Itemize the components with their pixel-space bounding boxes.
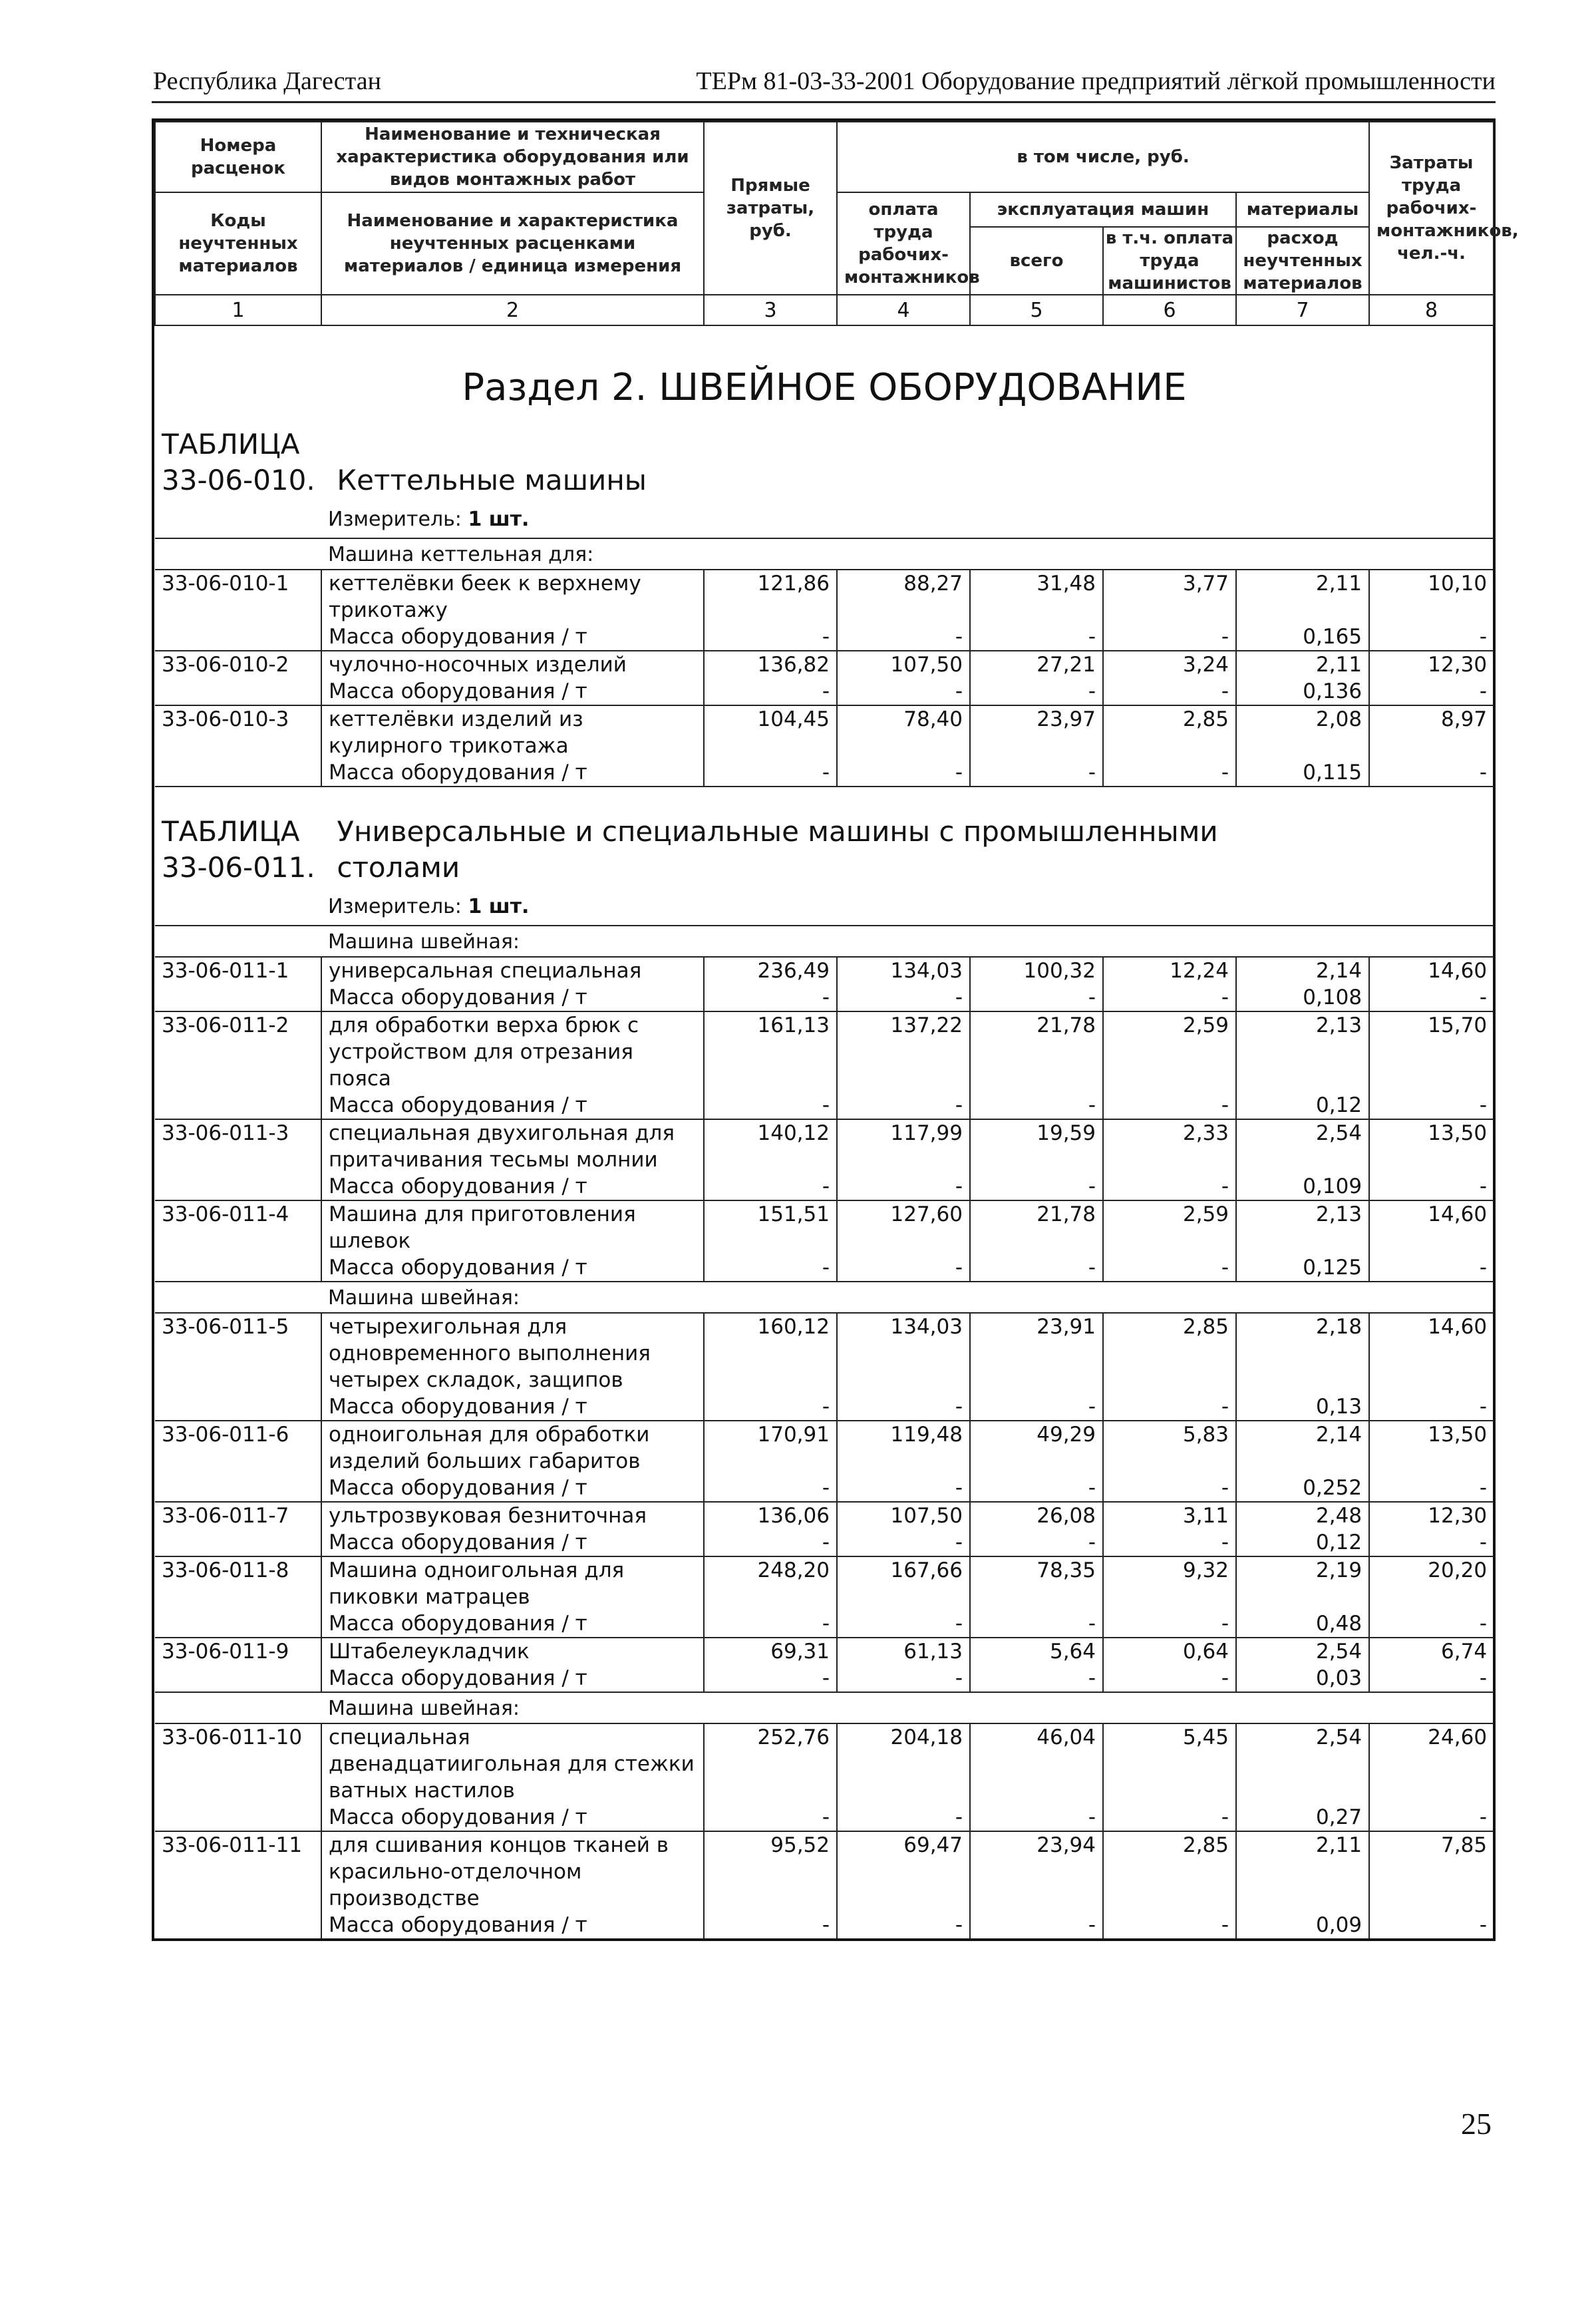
rate-code: 33-06-011-10: [155, 1723, 321, 1804]
rate-code: 33-06-011-5: [155, 1313, 321, 1393]
mass-value: -: [970, 1092, 1103, 1119]
rate-value: 248,20: [704, 1556, 837, 1610]
table-row: [155, 957, 1494, 984]
mass-row: [155, 1804, 1494, 1831]
rate-name: одноигольная для обработки изделий больших габаритов: [321, 1421, 704, 1475]
mass-value: -: [970, 1665, 1103, 1692]
rate-value: 170,91: [704, 1421, 837, 1475]
rate-name: для обработки верха брюк с устройством для отрезания пояса: [321, 1011, 704, 1092]
mass-value: 0,48: [1236, 1610, 1369, 1638]
mass-row: [155, 1665, 1494, 1692]
mass-value: -: [1103, 1475, 1236, 1502]
mass-value: -: [970, 1254, 1103, 1282]
rate-value: 14,60: [1369, 1313, 1494, 1393]
column-numbers-row: [155, 295, 1494, 325]
mass-value: 0,125: [1236, 1254, 1369, 1282]
mass-value: -: [837, 984, 970, 1011]
col-header-machines-label: эксплуатация машин: [971, 193, 1235, 228]
rate-value: 100,32: [970, 957, 1103, 984]
rate-value: 137,22: [837, 1011, 970, 1092]
rate-value: 121,86: [704, 570, 837, 624]
rate-value: 61,13: [837, 1638, 970, 1665]
mass-value: -: [704, 1475, 837, 1502]
mass-value: 0,252: [1236, 1475, 1369, 1502]
section-title: Раздел 2. ШВЕЙНОЕ ОБОРУДОВАНИЕ: [462, 366, 1187, 409]
col-header-machines-total: всего: [971, 228, 1104, 294]
rate-value: 12,30: [1369, 651, 1494, 678]
rate-value: 2,54: [1236, 1119, 1369, 1173]
table-title-prefix: ТАБЛИЦА 33-06-011.: [162, 815, 315, 884]
mass-value: -: [1369, 759, 1494, 787]
mass-value: -: [1369, 1475, 1494, 1502]
header-document-title: ТЕРм 81-03-33-2001 Оборудование предприятий лёгкой промышленности: [696, 67, 1496, 95]
rate-value: 160,12: [704, 1313, 837, 1393]
mass-value: -: [704, 759, 837, 787]
mass-value: -: [704, 1610, 837, 1638]
rate-name: чулочно-носочных изделий: [321, 651, 704, 678]
rate-value: 5,64: [970, 1638, 1103, 1665]
col-header-material-codes: Коды неучтенных материалов: [155, 192, 321, 295]
mass-value: -: [704, 1092, 837, 1119]
rate-value: 134,03: [837, 957, 970, 984]
mass-row: [155, 1173, 1494, 1200]
mass-value: 0,27: [1236, 1804, 1369, 1831]
mass-row: [155, 984, 1494, 1011]
mass-value: -: [704, 1665, 837, 1692]
col-header-including: в том числе, руб.: [837, 122, 1369, 192]
rate-value: 8,97: [1369, 705, 1494, 759]
rate-name: четырехигольная для одновременного выполнения четырех складок, защипов: [321, 1313, 704, 1393]
mass-value: -: [1369, 678, 1494, 705]
mass-value: 0,115: [1236, 759, 1369, 787]
mass-value: -: [837, 759, 970, 787]
page-header: [152, 61, 1496, 103]
mass-value: -: [1103, 1610, 1236, 1638]
rate-value: 2,11: [1236, 651, 1369, 678]
rate-value: 24,60: [1369, 1723, 1494, 1804]
mass-row: [155, 1912, 1494, 1938]
mass-value: -: [1369, 1610, 1494, 1638]
table-header: [155, 122, 1519, 325]
rate-value: 2,13: [1236, 1200, 1369, 1254]
rate-value: 236,49: [704, 957, 837, 984]
mass-value: -: [970, 1173, 1103, 1200]
rate-code: 33-06-010-3: [155, 705, 321, 759]
rate-value: 15,70: [1369, 1011, 1494, 1092]
measure-line: [321, 498, 1494, 538]
rate-name: Машина для приготовления шлевок: [321, 1200, 704, 1254]
rate-value: 2,19: [1236, 1556, 1369, 1610]
mass-value: -: [1103, 984, 1236, 1011]
rate-value: 2,85: [1103, 1831, 1236, 1912]
col-header-direct-costs: Прямые затраты, руб.: [704, 122, 837, 295]
mass-label: Масса оборудования / т: [321, 1610, 704, 1638]
mass-value: -: [837, 678, 970, 705]
mass-value: -: [837, 1254, 970, 1282]
column-number: 4: [837, 295, 970, 325]
mass-value: -: [837, 1665, 970, 1692]
rate-value: 107,50: [837, 651, 970, 678]
mass-value: -: [1369, 1254, 1494, 1282]
mass-label: Масса оборудования / т: [321, 759, 704, 787]
column-number: 8: [1369, 295, 1494, 325]
rate-value: 20,20: [1369, 1556, 1494, 1610]
mass-value: -: [1103, 624, 1236, 651]
table-033-06-011-title: [155, 787, 1494, 886]
rates-table: [154, 121, 1519, 1938]
group-label: Машина швейная:: [321, 926, 1494, 957]
table-title-text: Кеттельные машины: [337, 464, 647, 496]
rate-value: 2,13: [1236, 1011, 1369, 1092]
rate-value: 23,94: [970, 1831, 1103, 1912]
mass-value: -: [837, 1393, 970, 1421]
group-label: Машина кеттельная для:: [321, 538, 1494, 570]
rate-name: специальная двенадцатиигольная для стежки ватных настилов: [321, 1723, 704, 1804]
rate-value: 3,77: [1103, 570, 1236, 624]
rate-name: кеттелёвки изделий из кулирного трикотажа: [321, 705, 704, 759]
table-row: [155, 1119, 1494, 1173]
mass-row: [155, 759, 1494, 787]
mass-row: [155, 1393, 1494, 1421]
table-row: [155, 1313, 1494, 1393]
mass-value: -: [1369, 1912, 1494, 1938]
rate-name: ультрозвуковая безниточная: [321, 1502, 704, 1529]
mass-value: -: [970, 984, 1103, 1011]
mass-value: -: [704, 1912, 837, 1938]
mass-label: Масса оборудования / т: [321, 1665, 704, 1692]
rate-value: 31,48: [970, 570, 1103, 624]
mass-row: [155, 1610, 1494, 1638]
col-header-wages: оплата труда рабочих-монтажников: [837, 192, 970, 295]
table-row: [155, 1502, 1494, 1529]
mass-value: -: [1103, 1665, 1236, 1692]
measure-value: 1 шт.: [468, 895, 530, 918]
col-header-materials-usage: расход неучтенных материалов: [1243, 228, 1362, 293]
table-row: [155, 1556, 1494, 1610]
mass-label: Масса оборудования / т: [321, 1529, 704, 1556]
mass-value: -: [704, 984, 837, 1011]
mass-value: -: [970, 678, 1103, 705]
rate-value: 161,13: [704, 1011, 837, 1092]
mass-value: -: [704, 1254, 837, 1282]
mass-value: -: [704, 1529, 837, 1556]
column-number: 5: [970, 295, 1103, 325]
mass-value: -: [837, 1092, 970, 1119]
group-label: Машина швейная:: [321, 1282, 1494, 1313]
rate-value: 107,50: [837, 1502, 970, 1529]
table-body: [155, 325, 1494, 1938]
col-header-name: Наименование и техническая характеристика оборудования или видов монтажных работ: [321, 122, 704, 192]
column-number: 6: [1103, 295, 1236, 325]
column-number: 1: [155, 295, 321, 325]
rate-code: 33-06-011-8: [155, 1556, 321, 1610]
rate-value: 6,74: [1369, 1638, 1494, 1665]
mass-row: [155, 1529, 1494, 1556]
col-header-codes: Номера расценок: [155, 122, 321, 192]
rate-value: 2,14: [1236, 1421, 1369, 1475]
table-row: [155, 570, 1494, 624]
mass-label: Масса оборудования / т: [321, 1173, 704, 1200]
rate-value: 21,78: [970, 1011, 1103, 1092]
col-header-materials-label: материалы: [1237, 193, 1368, 228]
mass-label: Масса оборудования / т: [321, 1393, 704, 1421]
mass-value: -: [704, 678, 837, 705]
rate-value: 117,99: [837, 1119, 970, 1173]
rate-code: 33-06-011-11: [155, 1831, 321, 1912]
rate-value: 2,85: [1103, 1313, 1236, 1393]
column-number: 3: [704, 295, 837, 325]
mass-value: 0,108: [1236, 984, 1369, 1011]
rate-code: 33-06-011-6: [155, 1421, 321, 1475]
rate-name: универсальная специальная: [321, 957, 704, 984]
table-row: [155, 1638, 1494, 1665]
rate-value: 12,30: [1369, 1502, 1494, 1529]
mass-value: -: [970, 1475, 1103, 1502]
rate-name: специальная двухигольная для притачивания тесьмы молнии: [321, 1119, 704, 1173]
mass-value: -: [1103, 1173, 1236, 1200]
rate-value: 10,10: [1369, 570, 1494, 624]
rate-value: 136,06: [704, 1502, 837, 1529]
col-header-labor-hours: Затраты труда рабочих-монтажников, чел.-ч.: [1369, 122, 1494, 295]
rate-value: 2,59: [1103, 1200, 1236, 1254]
mass-value: -: [704, 1804, 837, 1831]
rate-value: 3,11: [1103, 1502, 1236, 1529]
mass-value: -: [1103, 1254, 1236, 1282]
rate-code: 33-06-011-1: [155, 957, 321, 984]
rate-code: 33-06-011-7: [155, 1502, 321, 1529]
table-row: [155, 1723, 1494, 1804]
rate-name: Штабелеукладчик: [321, 1638, 704, 1665]
mass-value: -: [1103, 1912, 1236, 1938]
mass-label: Масса оборудования / т: [321, 1475, 704, 1502]
mass-value: -: [837, 1804, 970, 1831]
rate-value: 7,85: [1369, 1831, 1494, 1912]
table-row: [155, 1011, 1494, 1092]
mass-value: 0,13: [1236, 1393, 1369, 1421]
table-row: [155, 1421, 1494, 1475]
rate-value: 2,48: [1236, 1502, 1369, 1529]
rate-code: 33-06-010-2: [155, 651, 321, 678]
col-header-machinist-wages: в т.ч. оплата труда машинистов: [1105, 228, 1234, 293]
rate-value: 119,48: [837, 1421, 970, 1475]
rate-value: 13,50: [1369, 1119, 1494, 1173]
rate-value: 2,85: [1103, 705, 1236, 759]
rate-value: 3,24: [1103, 651, 1236, 678]
mass-value: 0,09: [1236, 1912, 1369, 1938]
mass-value: -: [704, 1393, 837, 1421]
rate-value: 2,54: [1236, 1638, 1369, 1665]
mass-label: Масса оборудования / т: [321, 678, 704, 705]
rate-value: 104,45: [704, 705, 837, 759]
rate-value: 95,52: [704, 1831, 837, 1912]
mass-value: -: [970, 1804, 1103, 1831]
rate-code: 33-06-011-9: [155, 1638, 321, 1665]
mass-label: Масса оборудования / т: [321, 1804, 704, 1831]
mass-value: -: [1103, 1092, 1236, 1119]
rate-value: 23,97: [970, 705, 1103, 759]
mass-value: -: [837, 624, 970, 651]
measure-label: Измеритель:: [328, 508, 462, 531]
rate-value: 69,31: [704, 1638, 837, 1665]
mass-value: -: [704, 624, 837, 651]
rate-value: 2,54: [1236, 1723, 1369, 1804]
mass-value: 0,165: [1236, 624, 1369, 651]
rate-value: 2,11: [1236, 570, 1369, 624]
mass-value: 0,03: [1236, 1665, 1369, 1692]
rate-value: 204,18: [837, 1723, 970, 1804]
rate-value: 2,33: [1103, 1119, 1236, 1173]
mass-value: -: [1369, 1665, 1494, 1692]
table-033-06-010-title: [155, 419, 1494, 498]
rate-value: 2,14: [1236, 957, 1369, 984]
mass-row: [155, 1092, 1494, 1119]
header-region: Республика Дагестан: [153, 67, 381, 95]
measure-line: [321, 886, 1494, 926]
mass-value: -: [837, 1610, 970, 1638]
mass-value: -: [837, 1912, 970, 1938]
mass-value: -: [1103, 1804, 1236, 1831]
mass-value: -: [1369, 984, 1494, 1011]
mass-value: -: [970, 759, 1103, 787]
table-row: [155, 1200, 1494, 1254]
rate-value: 2,08: [1236, 705, 1369, 759]
rate-name: кеттелёвки беек к верхнему трикотажу: [321, 570, 704, 624]
mass-label: Масса оборудования / т: [321, 1092, 704, 1119]
rate-value: 2,59: [1103, 1011, 1236, 1092]
mass-value: 0,12: [1236, 1529, 1369, 1556]
rate-value: 21,78: [970, 1200, 1103, 1254]
rate-code: 33-06-011-3: [155, 1119, 321, 1173]
mass-value: -: [970, 1393, 1103, 1421]
rate-value: 27,21: [970, 651, 1103, 678]
mass-label: Масса оборудования / т: [321, 1254, 704, 1282]
mass-value: -: [837, 1173, 970, 1200]
mass-value: -: [1369, 1173, 1494, 1200]
mass-row: [155, 678, 1494, 705]
rate-value: 46,04: [970, 1723, 1103, 1804]
mass-row: [155, 624, 1494, 651]
mass-value: -: [1369, 1393, 1494, 1421]
rate-value: 14,60: [1369, 957, 1494, 984]
rate-value: 23,91: [970, 1313, 1103, 1393]
rate-value: 19,59: [970, 1119, 1103, 1173]
mass-value: -: [704, 1173, 837, 1200]
rate-value: 252,76: [704, 1723, 837, 1804]
mass-value: 0,12: [1236, 1092, 1369, 1119]
rate-value: 136,82: [704, 651, 837, 678]
mass-value: -: [1369, 1529, 1494, 1556]
rate-value: 134,03: [837, 1313, 970, 1393]
group-label: Машина швейная:: [321, 1692, 1494, 1723]
column-number: 7: [1236, 295, 1369, 325]
mass-value: -: [1103, 1529, 1236, 1556]
table-row: [155, 651, 1494, 678]
measure-value: 1 шт.: [468, 508, 530, 531]
rate-value: 9,32: [1103, 1556, 1236, 1610]
rate-value: 140,12: [704, 1119, 837, 1173]
rates-table-frame: [152, 118, 1519, 1941]
rate-value: 69,47: [837, 1831, 970, 1912]
table-row: [155, 705, 1494, 759]
mass-row: [155, 1254, 1494, 1282]
mass-value: -: [1369, 1092, 1494, 1119]
rate-value: 14,60: [1369, 1200, 1494, 1254]
rate-value: 151,51: [704, 1200, 837, 1254]
rate-value: 5,45: [1103, 1723, 1236, 1804]
mass-value: -: [1103, 759, 1236, 787]
rate-value: 2,11: [1236, 1831, 1369, 1912]
col-header-material-name: Наименование и характеристика неучтенных расценками материалов / единица измерения: [321, 192, 704, 295]
mass-value: -: [1369, 624, 1494, 651]
mass-value: -: [1369, 1804, 1494, 1831]
mass-value: 0,136: [1236, 678, 1369, 705]
rate-value: 5,83: [1103, 1421, 1236, 1475]
mass-value: -: [970, 1529, 1103, 1556]
page-number: 25: [1461, 2107, 1492, 2141]
rate-code: 33-06-011-4: [155, 1200, 321, 1254]
rate-code: 33-06-011-2: [155, 1011, 321, 1092]
table-title-prefix: ТАБЛИЦА 33-06-010.: [162, 428, 315, 496]
rate-value: 12,24: [1103, 957, 1236, 984]
rate-name: Машина одноигольная для пиковки матрацев: [321, 1556, 704, 1610]
column-number: 2: [321, 295, 704, 325]
rate-value: 88,27: [837, 570, 970, 624]
mass-label: Масса оборудования / т: [321, 1912, 704, 1938]
mass-value: 0,109: [1236, 1173, 1369, 1200]
mass-value: -: [837, 1529, 970, 1556]
rate-value: 2,18: [1236, 1313, 1369, 1393]
mass-label: Масса оборудования / т: [321, 984, 704, 1011]
mass-value: -: [970, 624, 1103, 651]
rate-value: 78,40: [837, 705, 970, 759]
mass-value: -: [1103, 678, 1236, 705]
table-row: [155, 1831, 1494, 1912]
rate-value: 49,29: [970, 1421, 1103, 1475]
mass-row: [155, 1475, 1494, 1502]
rate-code: 33-06-010-1: [155, 570, 321, 624]
col-header-materials: [1236, 192, 1369, 295]
rate-value: 78,35: [970, 1556, 1103, 1610]
mass-value: -: [837, 1475, 970, 1502]
mass-value: -: [1103, 1393, 1236, 1421]
rate-name: для сшивания концов тканей в красильно-отделочном производстве: [321, 1831, 704, 1912]
mass-value: -: [970, 1912, 1103, 1938]
rate-value: 127,60: [837, 1200, 970, 1254]
mass-value: -: [970, 1610, 1103, 1638]
rate-value: 26,08: [970, 1502, 1103, 1529]
rate-value: 0,64: [1103, 1638, 1236, 1665]
rate-value: 13,50: [1369, 1421, 1494, 1475]
col-header-machines: [970, 192, 1236, 295]
table-title-text: Универсальные и специальные машины с промышленными столами: [337, 815, 1218, 884]
rate-value: 167,66: [837, 1556, 970, 1610]
mass-label: Масса оборудования / т: [321, 624, 704, 651]
measure-label: Измеритель:: [328, 895, 462, 918]
